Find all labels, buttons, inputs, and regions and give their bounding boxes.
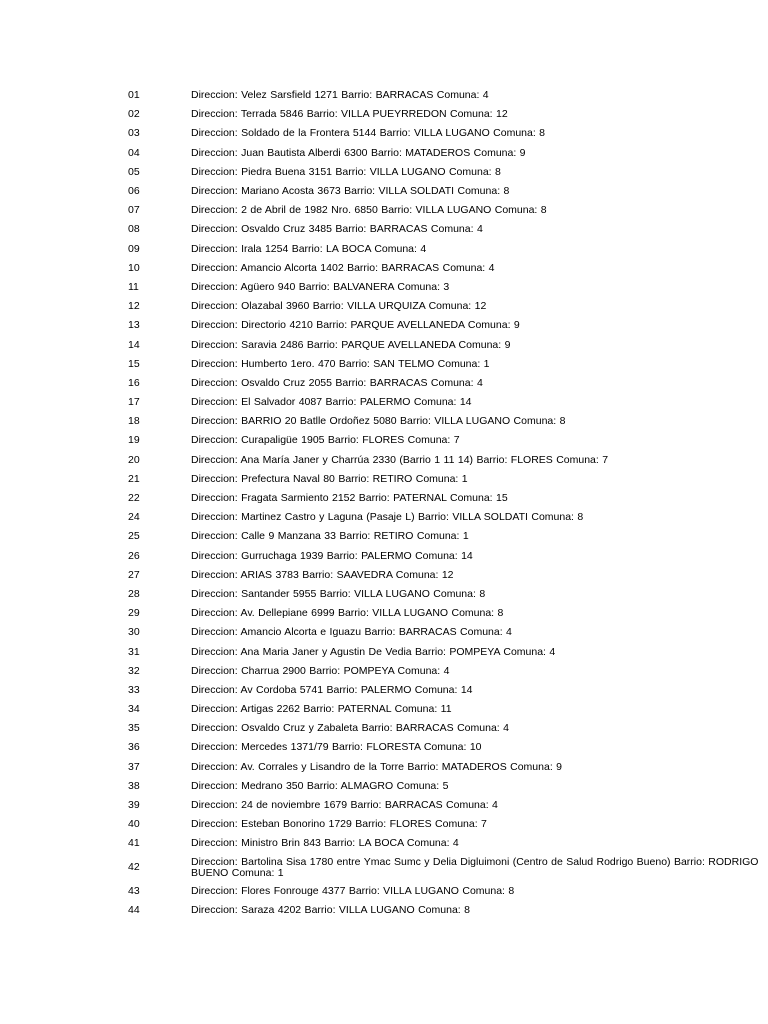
list-item	[0, 489, 768, 508]
list-item	[0, 815, 768, 834]
list-item	[0, 642, 768, 661]
list-item	[0, 355, 768, 374]
item-address: Direccion: Amancio Alcorta e Iguazu Barrio: BARRACAS Comuna: 4	[191, 627, 512, 639]
item-address: Direccion: Prefectura Naval 80 Barrio: RETIRO Comuna: 1	[191, 473, 468, 485]
item-number: 30	[128, 626, 140, 639]
item-address: Direccion: Gurruchaga 1939 Barrio: PALERMO Comuna: 14	[191, 550, 473, 562]
list-item	[0, 566, 768, 585]
item-address: Direccion: Martinez Castro y Laguna (Pasaje L) Barrio: VILLA SOLDATI Comuna: 8	[191, 512, 584, 524]
list-item	[0, 86, 768, 105]
list-item	[0, 393, 768, 412]
item-address: Direccion: Av Cordoba 5741 Barrio: PALERMO Comuna: 14	[191, 684, 473, 696]
list-item	[0, 297, 768, 316]
item-number: 42	[128, 861, 140, 873]
list-item	[0, 738, 768, 757]
item-number: 41	[128, 837, 140, 850]
item-number: 06	[128, 185, 140, 198]
item-address: Direccion: El Salvador 4087 Barrio: PALERMO Comuna: 14	[191, 397, 472, 409]
list-item	[0, 604, 768, 623]
item-number: 14	[128, 338, 140, 351]
item-number: 10	[128, 261, 140, 274]
list-item	[0, 758, 768, 777]
item-address: Direccion: BARRIO 20 Batlle Ordoñez 5080 Barrio: VILLA LUGANO Comuna: 8	[191, 416, 566, 428]
item-address: Direccion: Irala 1254 Barrio: LA BOCA Comuna: 4	[191, 243, 427, 255]
item-number: 02	[128, 108, 140, 121]
item-address: Direccion: Esteban Bonorino 1729 Barrio: FLORES Comuna: 7	[191, 819, 487, 831]
item-number: 35	[128, 722, 140, 735]
item-number: 19	[128, 434, 140, 447]
list-item	[0, 777, 768, 796]
item-number: 16	[128, 376, 140, 389]
item-address: Direccion: Osvaldo Cruz y Zabaleta Barrio: BARRACAS Comuna: 4	[191, 723, 509, 735]
item-address: Direccion: Medrano 350 Barrio: ALMAGRO Comuna: 5	[191, 780, 449, 792]
item-address: Direccion: Mariano Acosta 3673 Barrio: VILLA SOLDATI Comuna: 8	[191, 186, 510, 198]
item-address: Direccion: Santander 5955 Barrio: VILLA LUGANO Comuna: 8	[191, 588, 486, 600]
item-address: Direccion: Ana Maria Janer y Agustin De Vedia Barrio: POMPEYA Comuna: 4	[191, 646, 556, 658]
item-number: 39	[128, 799, 140, 812]
item-address: Direccion: Av. Dellepiane 6999 Barrio: VILLA LUGANO Comuna: 8	[191, 608, 504, 620]
item-number: 24	[128, 511, 140, 524]
item-number: 32	[128, 664, 140, 677]
item-number: 29	[128, 607, 140, 620]
item-number: 15	[128, 357, 140, 370]
item-address: Direccion: Charrua 2900 Barrio: POMPEYA Comuna: 4	[191, 665, 450, 677]
list-item	[0, 882, 768, 901]
item-address: Direccion: Saravia 2486 Barrio: PARQUE AVELLANEDA Comuna: 9	[191, 339, 511, 351]
item-address: Direccion: Osvaldo Cruz 3485 Barrio: BARRACAS Comuna: 4	[191, 224, 483, 236]
item-number: 27	[128, 568, 140, 581]
list-item	[0, 163, 768, 182]
item-number: 38	[128, 779, 140, 792]
list-item	[0, 854, 768, 882]
list-item	[0, 623, 768, 642]
item-address: Direccion: Mercedes 1371/79 Barrio: FLORESTA Comuna: 10	[191, 742, 482, 754]
item-number: 07	[128, 204, 140, 217]
item-number: 37	[128, 760, 140, 773]
item-address: Direccion: Calle 9 Manzana 33 Barrio: RETIRO Comuna: 1	[191, 531, 469, 543]
item-number: 33	[128, 683, 140, 696]
list-item	[0, 796, 768, 815]
address-list	[0, 86, 768, 920]
item-address: Direccion: ARIAS 3783 Barrio: SAAVEDRA Comuna: 12	[191, 569, 454, 581]
list-item	[0, 527, 768, 546]
item-number: 28	[128, 587, 140, 600]
item-address: Direccion: Velez Sarsfield 1271 Barrio: BARRACAS Comuna: 4	[191, 90, 489, 102]
item-address: Direccion: Piedra Buena 3151 Barrio: VILLA LUGANO Comuna: 8	[191, 166, 501, 178]
list-item	[0, 901, 768, 920]
item-number: 09	[128, 242, 140, 255]
item-number: 17	[128, 396, 140, 409]
item-address: Direccion: Amancio Alcorta 1402 Barrio: BARRACAS Comuna: 4	[191, 262, 495, 274]
item-number: 43	[128, 884, 140, 897]
item-address: Direccion: Olazabal 3960 Barrio: VILLA URQUIZA Comuna: 12	[191, 301, 487, 313]
list-item	[0, 412, 768, 431]
list-item	[0, 508, 768, 527]
item-address: Direccion: Agüero 940 Barrio: BALVANERA Comuna: 3	[191, 281, 450, 293]
list-item	[0, 124, 768, 143]
item-number: 13	[128, 319, 140, 332]
item-address: Direccion: Saraza 4202 Barrio: VILLA LUGANO Comuna: 8	[191, 904, 470, 916]
item-number: 04	[128, 146, 140, 159]
list-item	[0, 105, 768, 124]
item-number: 26	[128, 549, 140, 562]
list-item	[0, 220, 768, 239]
list-item	[0, 259, 768, 278]
list-item	[0, 681, 768, 700]
list-item	[0, 374, 768, 393]
item-address: Direccion: Av. Corrales y Lisandro de la Torre Barrio: MATADEROS Comuna: 9	[191, 761, 563, 773]
item-address: Direccion: Bartolina Sisa 1780 entre Ymac Sumc y Delia Digluimoni (Centro de Salud Rodrigo Bueno) Barrio: RODRIGO BUENO Comuna: 1	[191, 856, 759, 879]
list-item	[0, 316, 768, 335]
item-number: 31	[128, 645, 140, 658]
item-address: Direccion: Terrada 5846 Barrio: VILLA PUEYRREDON Comuna: 12	[191, 109, 508, 121]
list-item	[0, 834, 768, 853]
item-number: 20	[128, 453, 140, 466]
item-address: Direccion: Fragata Sarmiento 2152 Barrio: PATERNAL Comuna: 15	[191, 493, 508, 505]
list-item	[0, 662, 768, 681]
item-address: Direccion: Ana María Janer y Charrúa 2330 (Barrio 1 11 14) Barrio: FLORES Comuna: 7	[191, 454, 609, 466]
item-number: 18	[128, 415, 140, 428]
list-item	[0, 719, 768, 738]
list-item	[0, 585, 768, 604]
item-address: Direccion: Directorio 4210 Barrio: PARQUE AVELLANEDA Comuna: 9	[191, 320, 520, 332]
item-number: 03	[128, 127, 140, 140]
item-number: 05	[128, 165, 140, 178]
list-item	[0, 240, 768, 259]
item-number: 40	[128, 818, 140, 831]
item-number: 36	[128, 741, 140, 754]
list-item	[0, 451, 768, 470]
item-number: 01	[128, 89, 140, 102]
list-item	[0, 201, 768, 220]
item-address: Direccion: Osvaldo Cruz 2055 Barrio: BARRACAS Comuna: 4	[191, 377, 483, 389]
list-item	[0, 431, 768, 450]
item-number: 21	[128, 472, 140, 485]
item-number: 08	[128, 223, 140, 236]
item-number: 44	[128, 903, 140, 916]
list-item	[0, 700, 768, 719]
item-address: Direccion: Curapaligüe 1905 Barrio: FLORES Comuna: 7	[191, 435, 460, 447]
item-number: 25	[128, 530, 140, 543]
item-address: Direccion: Flores Fonrouge 4377 Barrio: VILLA LUGANO Comuna: 8	[191, 885, 515, 897]
item-address: Direccion: 2 de Abril de 1982 Nro. 6850 Barrio: VILLA LUGANO Comuna: 8	[191, 205, 547, 217]
item-address: Direccion: 24 de noviembre 1679 Barrio: BARRACAS Comuna: 4	[191, 800, 498, 812]
item-number: 12	[128, 300, 140, 313]
item-address: Direccion: Juan Bautista Alberdi 6300 Barrio: MATADEROS Comuna: 9	[191, 147, 526, 159]
item-address: Direccion: Soldado de la Frontera 5144 Barrio: VILLA LUGANO Comuna: 8	[191, 128, 546, 140]
list-item	[0, 278, 768, 297]
list-item	[0, 335, 768, 354]
item-number: 22	[128, 492, 140, 505]
list-item	[0, 470, 768, 489]
item-address: Direccion: Artigas 2262 Barrio: PATERNAL Comuna: 11	[191, 704, 452, 716]
item-address: Direccion: Humberto 1ero. 470 Barrio: SAN TELMO Comuna: 1	[191, 358, 490, 370]
list-item	[0, 182, 768, 201]
item-number: 34	[128, 703, 140, 716]
item-number: 11	[128, 280, 139, 293]
item-address: Direccion: Ministro Brin 843 Barrio: LA BOCA Comuna: 4	[191, 838, 459, 850]
list-item	[0, 547, 768, 566]
list-item	[0, 144, 768, 163]
